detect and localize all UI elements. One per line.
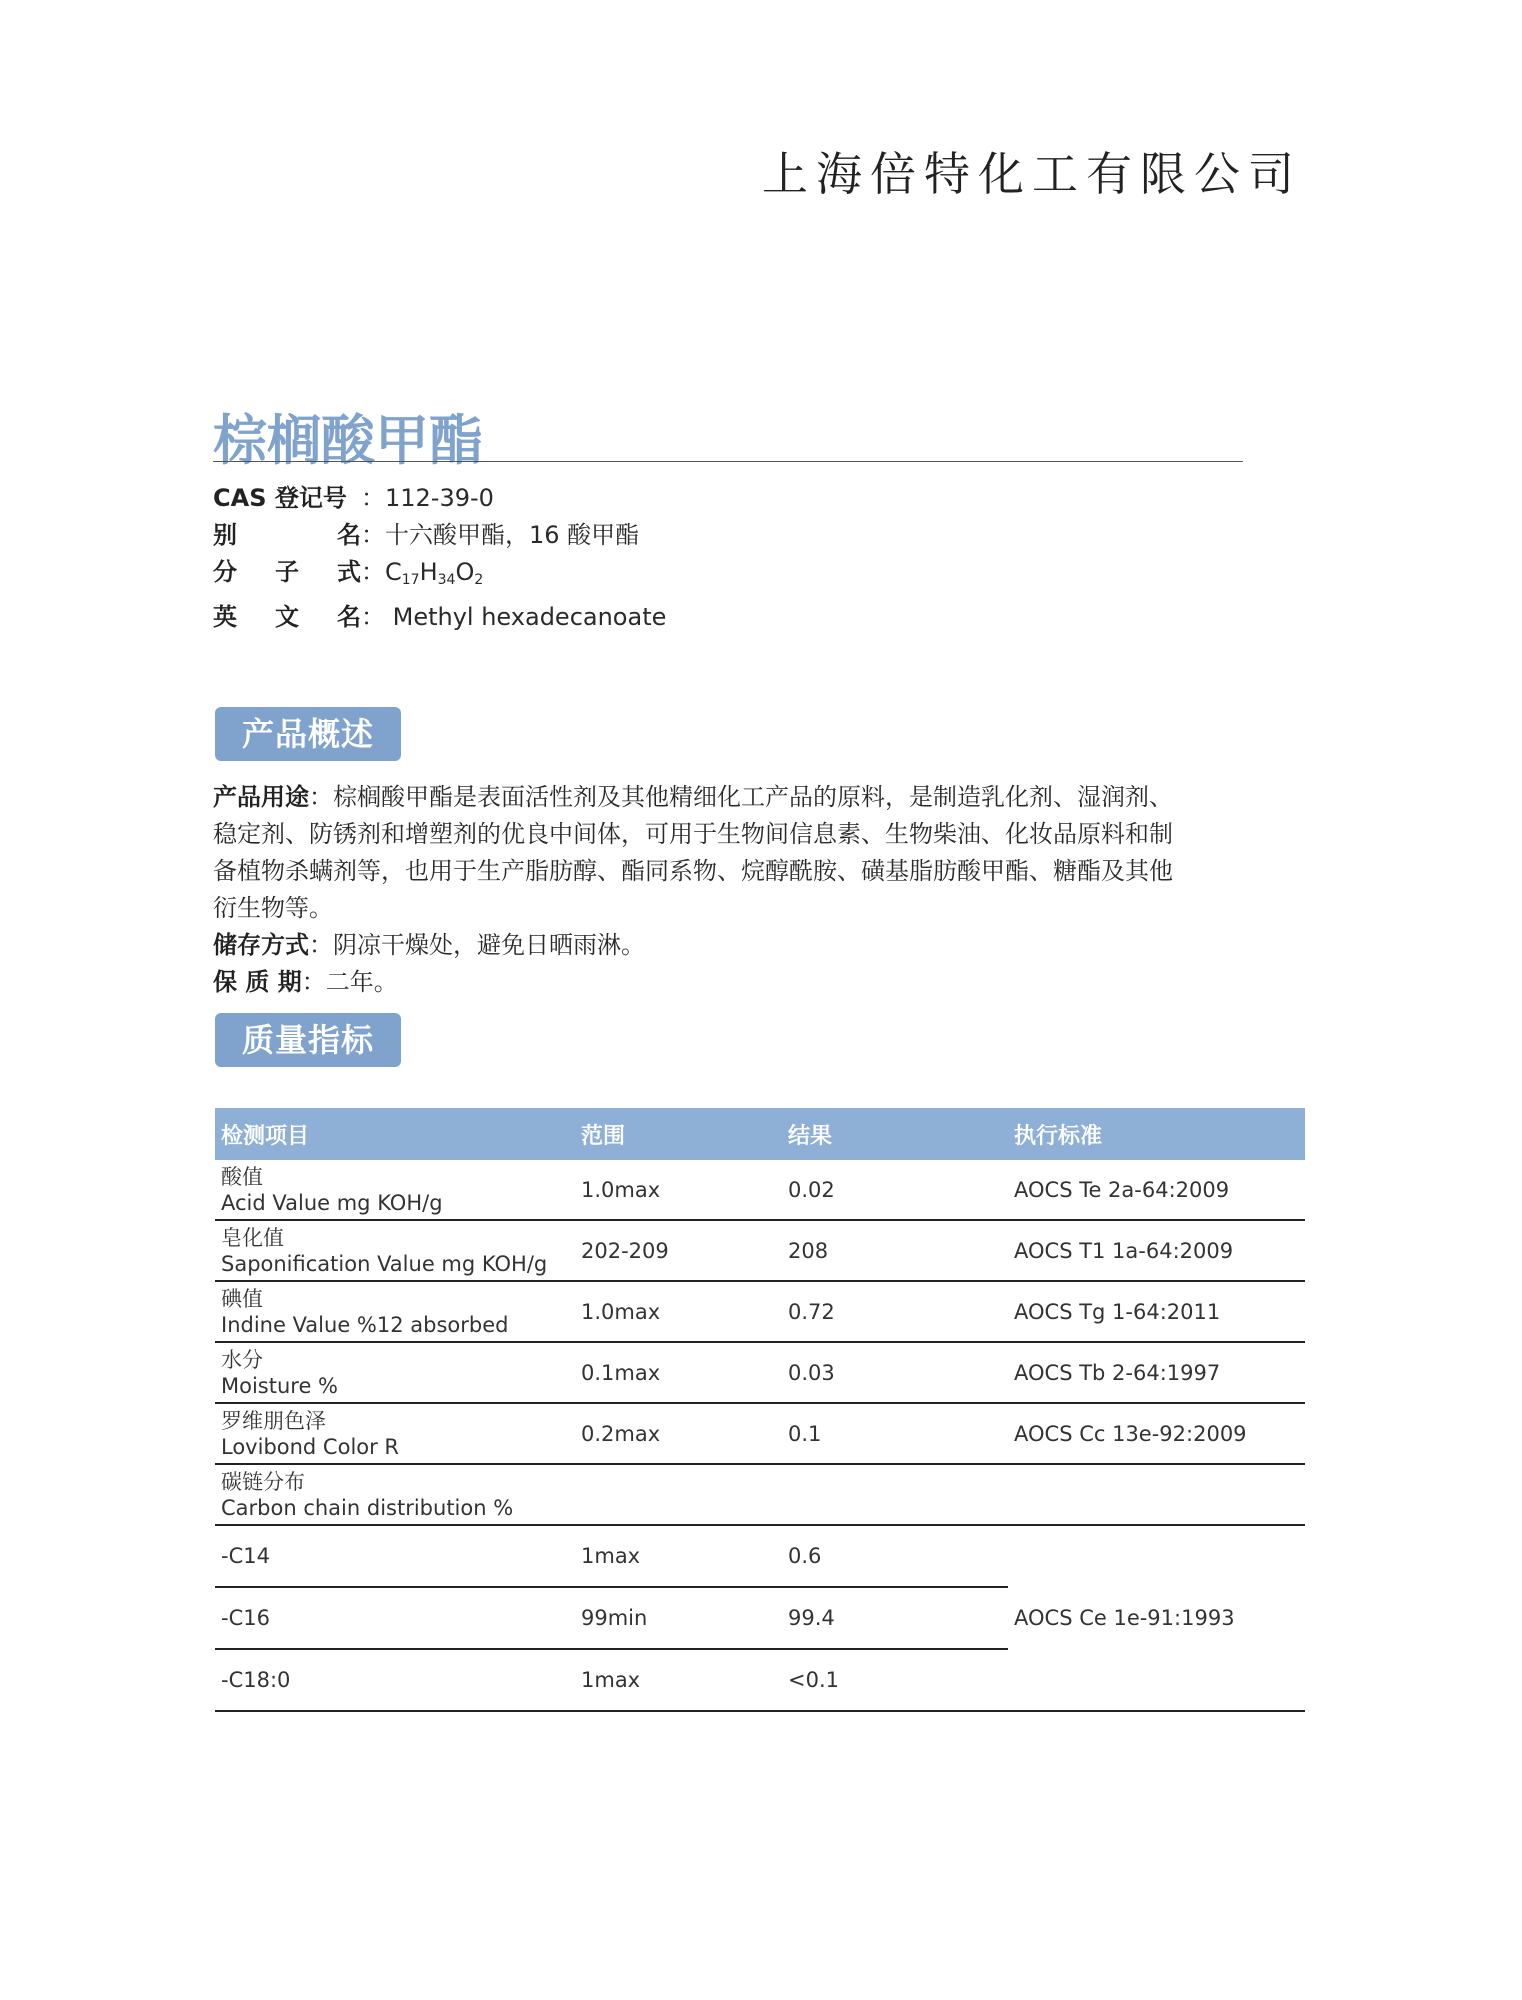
cell-standard: AOCS Tg 1-64:2011 [1008,1281,1305,1342]
info-english-name: 英 文 名 ： Methyl hexadecanoate [213,599,666,636]
cell-range: 202-209 [575,1220,782,1281]
section-quality-heading: 质量指标 [215,1013,401,1067]
table-header-row [215,1108,1305,1160]
info-cas: CAS 登记号 ： 112-39-0 [213,480,666,517]
shelf-life: 保 质 期：二年。 [213,968,398,996]
cell-range: 1max [575,1649,782,1711]
info-label-cas: CAS 登记号 [213,484,347,512]
table-row [215,1342,1305,1403]
info-value-alias: 十六酸甲酯，16 酸甲酯 [385,521,640,549]
table-row [215,1464,1305,1525]
header-standard: 执行标准 [1008,1108,1305,1160]
header-range: 范围 [575,1108,782,1160]
info-value-english: Methyl hexadecanoate [385,603,667,631]
cell-result: 0.02 [782,1160,1008,1220]
title-divider [213,461,1243,462]
company-name: 上海倍特化工有限公司 [762,147,1302,201]
cell-item: 酸值 Acid Value mg KOH/g [215,1160,575,1220]
cell-item: 碳链分布 Carbon chain distribution % [215,1464,575,1525]
cell-range: 99min [575,1587,782,1649]
cell-range [575,1464,782,1525]
product-info [213,480,666,636]
header-item: 检测项目 [215,1108,575,1160]
cell-item: 水分 Moisture % [215,1342,575,1403]
cell-item: -C16 [215,1587,575,1649]
cell-standard [1008,1464,1305,1525]
cell-result: <0.1 [782,1649,1008,1711]
cell-range: 0.2max [575,1403,782,1464]
cell-standard: AOCS Cc 13e-92:2009 [1008,1403,1305,1464]
cell-standard: AOCS Tb 2-64:1997 [1008,1342,1305,1403]
cell-item: -C14 [215,1525,575,1587]
cell-result: 0.6 [782,1525,1008,1587]
table-row [215,1220,1305,1281]
cell-result [782,1464,1008,1525]
cell-standard: AOCS Te 2a-64:2009 [1008,1160,1305,1220]
info-formula: 分 子 式 ： $C_{17}H_{34}O_2$ [213,554,666,599]
cell-range: 0.1max [575,1342,782,1403]
product-use: 产品用途：棕榈酸甲酯是表面活性剂及其他精细化工产品的原料，是制造乳化剂、湿润剂、稳定剂、防锈剂和增塑剂的优良中间体，可用于生物间信息素、生物柴油、化妆品原料和制备植物杀螨剂等，也用于生产脂肪醇、酯同系物、烷醇酰胺、磺基脂肪酸甲酯、糖酯及其他衍生物等。 [213,783,1173,922]
cell-result: 208 [782,1220,1008,1281]
cell-range: 1.0max [575,1281,782,1342]
info-alias: 别 名 ： 十六酸甲酯，16 酸甲酯 [213,517,666,554]
cell-range: 1.0max [575,1160,782,1220]
table-row [215,1281,1305,1342]
table-row [215,1160,1305,1220]
cell-result: 0.03 [782,1342,1008,1403]
info-label-formula: 分 子 式 [213,558,361,586]
info-label-alias: 别 名 [213,521,361,549]
product-description [213,779,1173,1001]
cell-range: 1max [575,1525,782,1587]
cell-result: 0.72 [782,1281,1008,1342]
cell-item: -C18:0 [215,1649,575,1711]
info-value-cas: 112-39-0 [385,484,494,512]
cell-item: 碘值 Indine Value %12 absorbed [215,1281,575,1342]
info-label-english: 英 文 名 [213,603,361,631]
cell-result: 0.1 [782,1403,1008,1464]
cell-standard: AOCS T1 1a-64:2009 [1008,1220,1305,1281]
quality-spec-table [215,1108,1305,1712]
table-row [215,1403,1305,1464]
info-value-formula: $C_{17}H_{34}O_2$ [385,558,484,588]
table-row-carbon [215,1525,1305,1587]
cell-item: 罗维朋色泽 Lovibond Color R [215,1403,575,1464]
cell-result: 99.4 [782,1587,1008,1649]
header-result: 结果 [782,1108,1008,1160]
section-overview-heading: 产品概述 [215,707,401,761]
storage-method: 储存方式：阴凉干燥处，避免日晒雨淋。 [213,931,645,959]
cell-standard-carbon: AOCS Ce 1e-91:1993 [1008,1525,1305,1711]
product-title: 棕榈酸甲酯 [213,409,483,472]
cell-item: 皂化值 Saponification Value mg KOH/g [215,1220,575,1281]
